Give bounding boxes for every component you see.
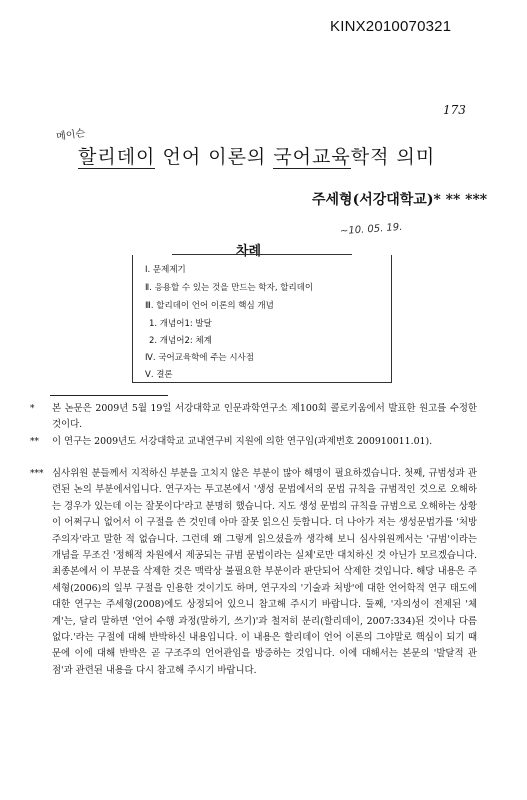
footnote-mark: **: [30, 437, 39, 447]
table-of-contents: [132, 255, 392, 383]
footnote-2: [30, 434, 477, 450]
toc-item: 1. 개념어1: 발달: [149, 319, 212, 329]
document-id: KINX2010070321: [330, 18, 452, 35]
article-title: [78, 142, 435, 169]
footnote-text: 심사위원 분들께서 지적하신 부분을 고치지 않은 부분이 많아 해명이 필요하겠습니다. 첫째, 규범성과 관련된 논의 부분에서입니다. 연구자는 투고본에서 '생성 문법에서의 문법 규칙을 규범적인 것으로 오해하는 경우가 있는데 이는 잘못이다'라고 분명히 했습니다. 지도 생성 문법의 규칙을 규범으로 오해하는 상황이 어쩌구니 없어서 이 구절을 쓴 것인데 아마 잘못 읽으신 듯합니다. 더 나아가 저는 생성문법가를 '처방주의자'라고 말한 적 없습니다. 그런데 왜 그렇게 읽으셨을까 생각해 보니 심사위원께서는 '규범'이라는 개념을 무조건 '정해적 차원에서 제공되는 규범 문법이라는 실체'로만 대치하신 것 아닌가 모르겠습니다. 최종본에서 이 부분을 삭제한 것은 맥락상 불필요한 부분이라 판단되어 삭제한 것입니다. 해당 내용은 주세형(2006)의 일부 구절을 인용한 것이기도 하며, 연구자의 '기술과 처방'에 대한 언어학적 연구 태도에 대한 연구는 주세형(2008)에도 상정되어 있으니 참고해 주시기 바랍니다. 둘째, '자의성이 전제된 '체계'는, 달리 말하면 '언어 수행 과정(말하기, 쓰기)'과 철저히 분리(할리데이, 2007:334)된 것이나 다름없다.'라는 구절에 대해 반박하신 내용입니다. 이 내용은 할리데이 언어 이론의 그야말로 핵심이 되기 때문에 이에 대해 반박은 곧 구조주의 언어관임을 방증하는 것입니다. 이에 대해서는 본문의 '발달적 관점'과 관련된 내용을 다시 참고해 주시기 바랍니다.: [52, 468, 477, 676]
toc-item: Ⅰ. 문제제기: [145, 265, 186, 275]
page-number: 173: [443, 103, 466, 117]
handwritten-date: ~10. 05. 19.: [339, 221, 403, 238]
handwritten-note: 메이슨: [55, 128, 86, 143]
footnote-3: [30, 466, 477, 679]
title-part-korean-education: 국어교육: [273, 146, 351, 168]
author: 주세형(서강대학교)* ** ***: [312, 192, 488, 208]
title-part-language-theory: 언어 이론의: [155, 146, 274, 168]
toc-item: Ⅲ. 할리데이 언어 이론의 핵심 개념: [145, 301, 274, 311]
toc-item: Ⅳ. 국어교육학에 주는 시사점: [145, 353, 254, 363]
toc-item: 2. 개념어2: 체계: [149, 336, 212, 346]
footnote-mark: ***: [30, 469, 44, 479]
footnote-mark: *: [30, 404, 35, 414]
footnote-1: [30, 401, 477, 434]
footnote-text: 본 논문은 2009년 5월 19일 서강대학교 인문과학연구소 제100회 콜로키움에서 발표한 원고를 수정한 것이다.: [52, 403, 477, 431]
title-part-halliday: 할리데이: [78, 146, 156, 168]
footnote-text: 이 연구는 2009년도 서강대학교 교내연구비 지원에 의한 연구임(과제번호 200910011.01).: [52, 436, 433, 447]
toc-heading: 차례: [236, 244, 262, 259]
title-part-meaning: 학적 의미: [350, 146, 436, 168]
toc-item: Ⅱ. 응용할 수 있는 것을 만드는 학자, 할리데이: [145, 283, 314, 293]
toc-item: Ⅴ. 결론: [145, 370, 173, 380]
footnote-rule: [50, 395, 168, 396]
